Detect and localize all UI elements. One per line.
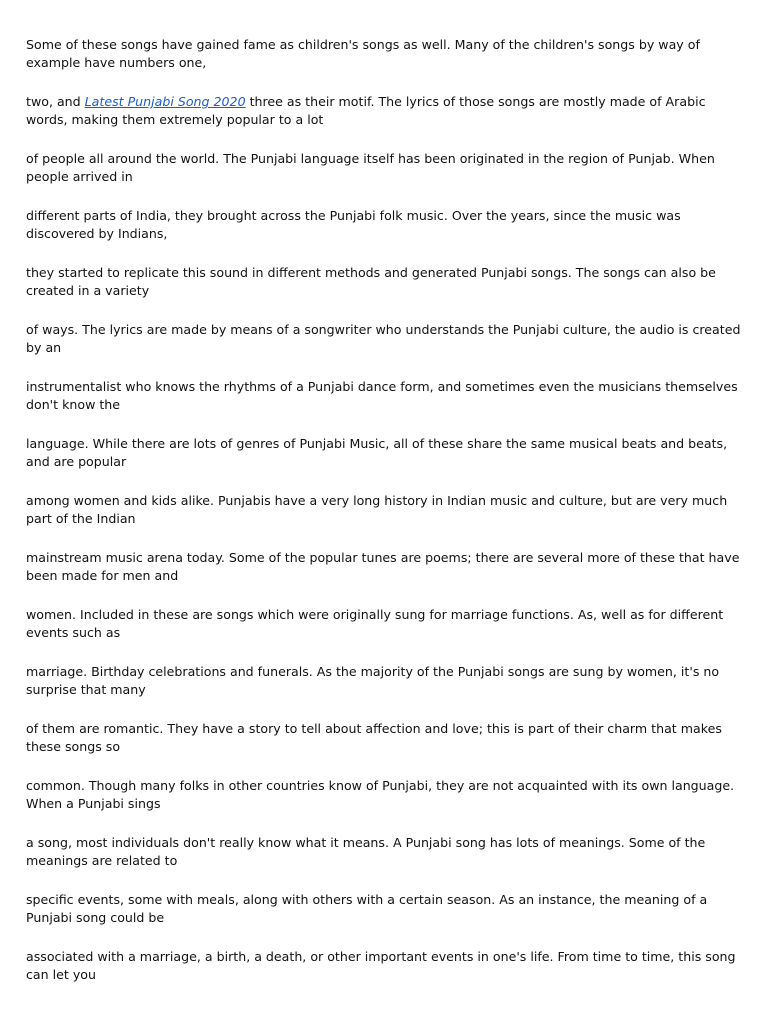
- paragraph-13: of them are romantic. They have a story to tell about affection and love; this is part of their charm that makes these songs so: [26, 721, 722, 754]
- paragraph-14: common. Though many folks in other countries know of Punjabi, they are not acquainted with its own language. When a Punjabi sings: [26, 778, 735, 811]
- paragraph-2-tail: three as their motif. The lyrics of those songs are mostly made of Arabic words, making them extremely popular to a lot: [26, 94, 706, 127]
- paragraph-9: among women and kids alike. Punjabis have a very long history in Indian music and culture, but are very much part of the Indian: [26, 493, 728, 526]
- paragraph-8: language. While there are lots of genres of Punjabi Music, all of these share the same musical beats and beats, and are popular: [26, 436, 728, 469]
- paragraph-5: they started to replicate this sound in different methods and generated Punjabi songs. The songs can also be created in a variety: [26, 265, 716, 298]
- paragraph-12: marriage. Birthday celebrations and funerals. As the majority of the Punjabi songs are sung by women, it's no surprise that many: [26, 664, 720, 697]
- paragraph-11: women. Included in these are songs which were originally sung for marriage functions. As, well as for different events such as: [26, 607, 724, 640]
- paragraph-2-lead: two, and: [26, 94, 85, 109]
- paragraph-1: Some of these songs have gained fame as children's songs as well. Many of the children's songs by way of example have numbers one,: [26, 37, 700, 70]
- paragraph-17: associated with a marriage, a birth, a death, or other important events in one's life. From time to time, this song can let you: [26, 949, 736, 982]
- document-body: [26, 36, 746, 1005]
- paragraph-16: specific events, some with meals, along with others with a certain season. As an instance, the meaning of a Punjabi song could be: [26, 892, 708, 925]
- paragraph-10: mainstream music arena today. Some of the popular tunes are poems; there are several more of these that have been made for men and: [26, 550, 740, 583]
- paragraph-2: [26, 93, 746, 129]
- paragraph-4: different parts of India, they brought across the Punjabi folk music. Over the years, since the music was discovered by Indians,: [26, 208, 681, 241]
- paragraph-7: instrumentalist who knows the rhythms of a Punjabi dance form, and sometimes even the musicians themselves don't know the: [26, 379, 738, 412]
- latest-punjabi-song-link[interactable]: Latest Punjabi Song 2020: [84, 94, 246, 109]
- paragraph-3: of people all around the world. The Punjabi language itself has been originated in the region of Punjab. When people arrived in: [26, 151, 715, 184]
- paragraph-15: a song, most individuals don't really know what it means. A Punjabi song has lots of meanings. Some of the meanings are related to: [26, 835, 706, 868]
- paragraph-6: of ways. The lyrics are made by means of a songwriter who understands the Punjabi culture, the audio is created by an: [26, 322, 741, 355]
